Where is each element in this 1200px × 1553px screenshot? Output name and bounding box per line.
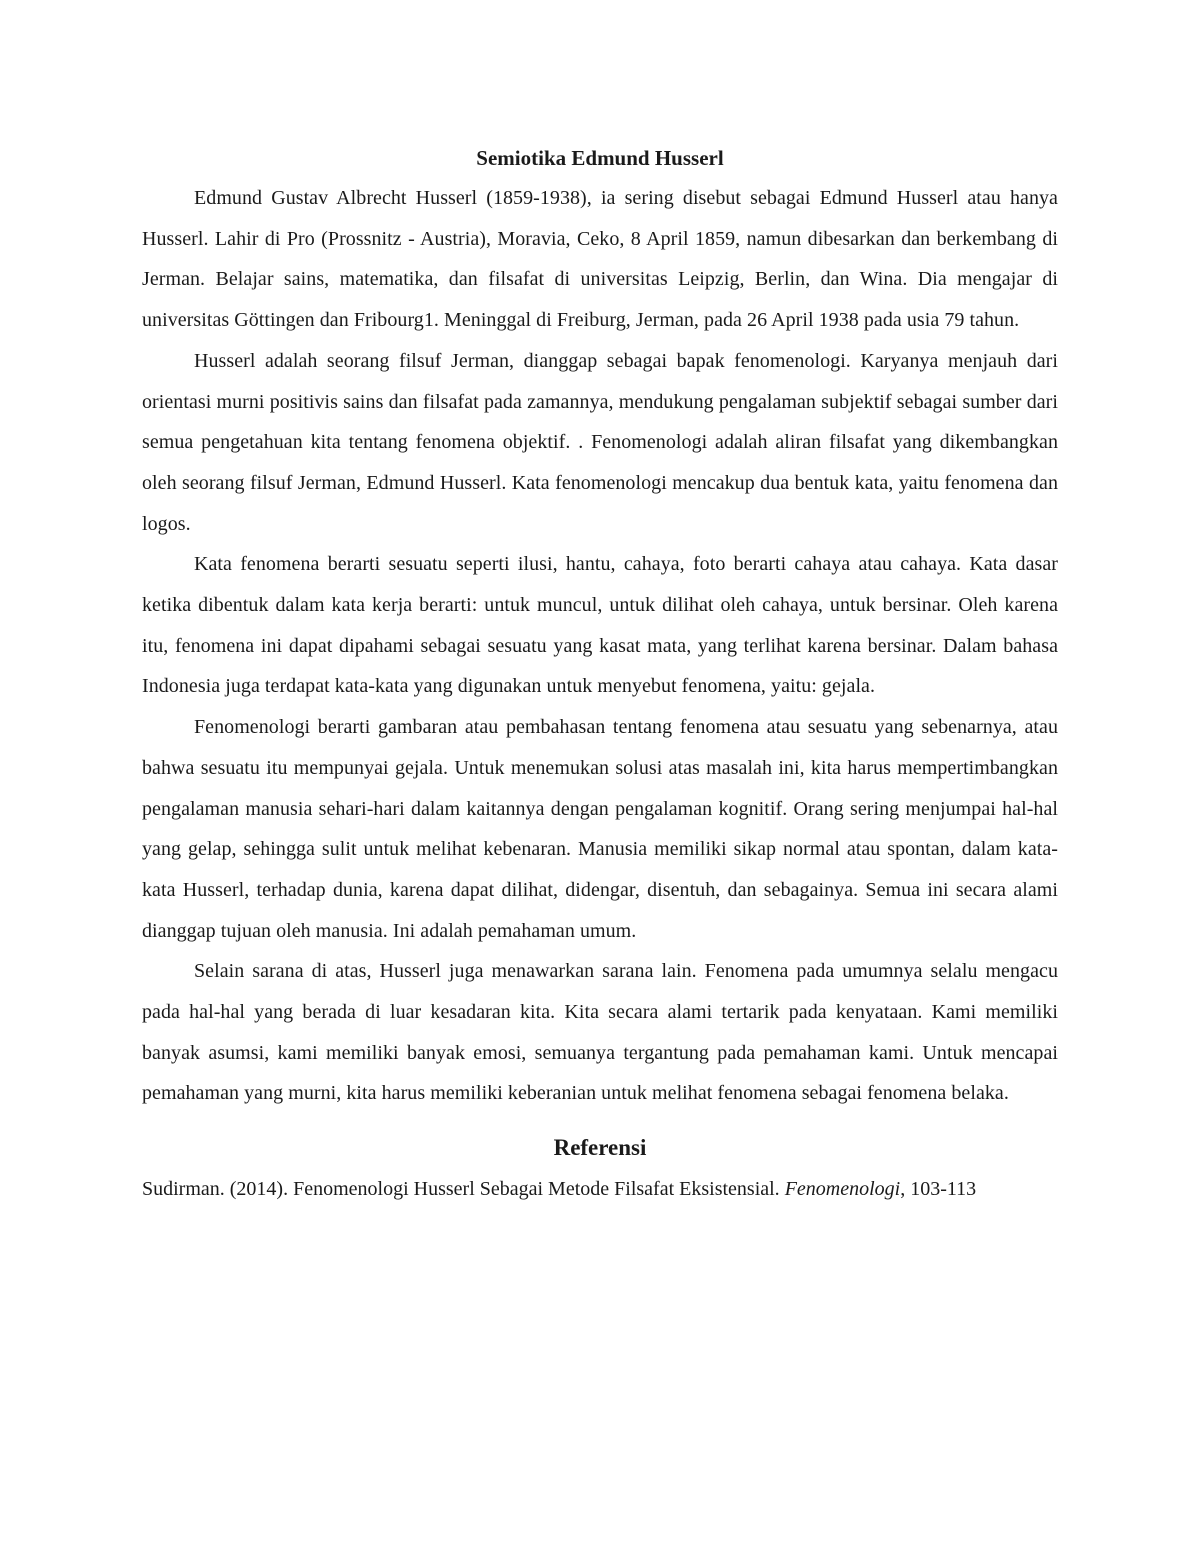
reference-entry	[142, 1174, 1058, 1204]
document-page	[142, 138, 1058, 1204]
paragraph-3: Kata fenomena berarti sesuatu seperti ilusi, hantu, cahaya, foto berarti cahaya atau cahaya. Kata dasar ketika dibentuk dalam kata kerja berarti: untuk muncul, untuk dilihat oleh cahaya, untuk bersinar. Oleh karena itu, fenomena ini dapat dipahami sebagai sesuatu yang kasat mata, yang terlihat karena bersinar. Dalam bahasa Indonesia juga terdapat kata-kata yang digunakan untuk menyebut fenomena, yaitu: gejala.	[142, 553, 1058, 698]
reference-journal: Fenomenologi	[784, 1178, 901, 1201]
paragraph-2: Husserl adalah seorang filsuf Jerman, dianggap sebagai bapak fenomenologi. Karyanya menjauh dari orientasi murni positivis sains dan filsafat pada zamannya, mendukung pengalaman subjektif sebagai sumber dari semua pengetahuan kita tentang fenomena objektif. . Fenomenologi adalah aliran filsafat yang dikembangkan oleh seorang filsuf Jerman, Edmund Husserl. Kata fenomenologi mencakup dua bentuk kata, yaitu fenomena dan logos.	[142, 349, 1058, 535]
reference-author-title: Sudirman. (2014). Fenomenologi Husserl Sebagai Metode Filsafat Eksistensial.	[142, 1178, 785, 1201]
references-heading: Referensi	[553, 1135, 647, 1161]
paragraph-5: Selain sarana di atas, Husserl juga menawarkan sarana lain. Fenomena pada umumnya selalu mengacu pada hal-hal yang berada di luar kesadaran kita. Kita secara alami tertarik pada kenyataan. Kami memiliki banyak asumsi, kami memiliki banyak emosi, semuanya tergantung pada pemahaman kami. Untuk mencapai pemahaman yang murni, kita harus memiliki keberanian untuk melihat fenomena sebagai fenomena belaka.	[142, 960, 1058, 1105]
paragraph-1: Edmund Gustav Albrecht Husserl (1859-1938), ia sering disebut sebagai Edmund Husserl atau hanya Husserl. Lahir di Pro (Prossnitz - Austria), Moravia, Ceko, 8 April 1859, namun dibesarkan dan berkembang di Jerman. Belajar sains, matematika, dan filsafat di universitas Leipzig, Berlin, dan Wina. Dia mengajar di universitas Göttingen dan Fribourg1. Meninggal di Freiburg, Jerman, pada 26 April 1938 pada usia 79 tahun.	[142, 187, 1058, 332]
paragraph-4: Fenomenologi berarti gambaran atau pembahasan tentang fenomena atau sesuatu yang sebenarnya, atau bahwa sesuatu itu mempunyai gejala. Untuk menemukan solusi atas masalah ini, kita harus mempertimbangkan pengalaman manusia sehari-hari dalam kaitannya dengan pengalaman kognitif. Orang sering menjumpai hal-hal yang gelap, sehingga sulit untuk melihat kebenaran. Manusia memiliki sikap normal atau spontan, dalam kata-kata Husserl, terhadap dunia, karena dapat dilihat, didengar, disentuh, dan sebagainya. Semua ini secara alami dianggap tujuan oleh manusia. Ini adalah pemahaman umum.	[142, 716, 1058, 942]
document-title: Semiotika Edmund Husserl	[476, 146, 724, 170]
reference-pages: , 103-113	[900, 1178, 977, 1201]
